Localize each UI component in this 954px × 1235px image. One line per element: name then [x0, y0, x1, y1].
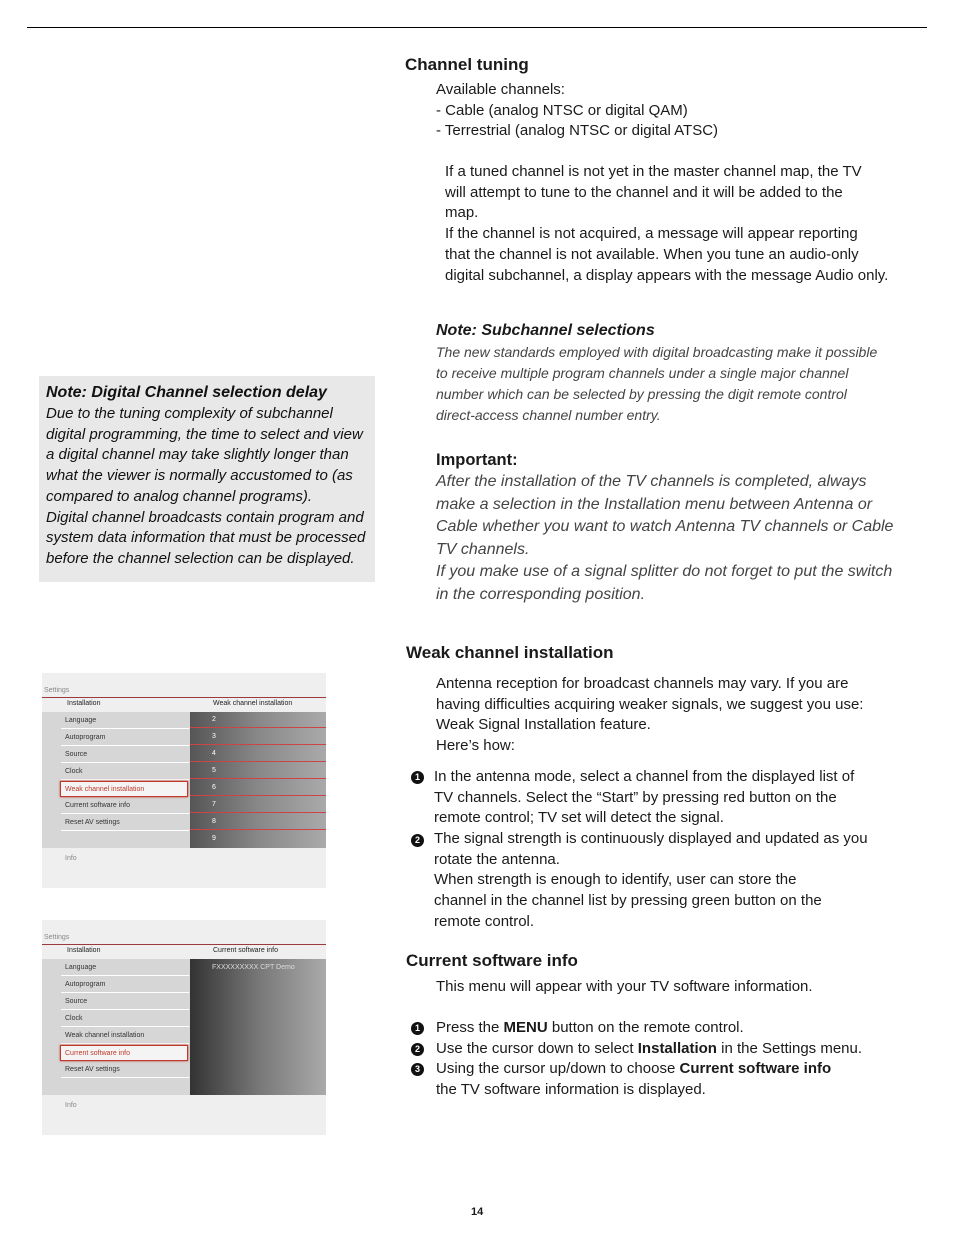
menu-item[interactable]: Weak channel installation: [61, 1028, 189, 1044]
software-version: FXXXXXXXXX CPT Demo: [212, 964, 295, 971]
text-line: direct-access channel number entry.: [436, 407, 661, 423]
sw-step-1-bullet: 1: [411, 1022, 424, 1035]
channel-number[interactable]: 2: [190, 712, 326, 728]
text-line: digital programming, the time to select and view: [46, 425, 363, 443]
text-line: TV channels.: [436, 540, 530, 558]
menu-item[interactable]: Clock: [61, 764, 189, 780]
menu-item[interactable]: Language: [61, 960, 189, 976]
text-line: - Cable (analog NTSC or digital QAM): [436, 101, 688, 119]
channel-number[interactable]: 9: [212, 835, 216, 842]
text-line: If you make use of a signal splitter do not forget to put the switch: [436, 563, 893, 580]
text-line: digital subchannel, a display appears with the message Audio only.: [445, 266, 889, 284]
menu-settings-label: Settings: [44, 687, 70, 694]
text-line: system data information that must be processed: [46, 529, 366, 547]
installation-keyword: Installation: [637, 1040, 717, 1057]
step-1-bullet: 1: [411, 771, 424, 784]
text-line: to receive multiple program channels under a single major channel: [436, 365, 849, 381]
text-line: map.: [445, 204, 479, 222]
weak-channel-intro: [436, 674, 863, 757]
weak-step-2: [434, 829, 868, 933]
text-line: TV channels. Select the “Start” by pressing red button on the: [434, 788, 837, 806]
note-delay-box: [39, 376, 375, 582]
sw-step-3-bullet: 3: [411, 1063, 424, 1076]
important-body: [436, 471, 916, 606]
sw-step-3: [436, 1059, 831, 1100]
text-line: compared to analog channel programs).: [46, 487, 312, 505]
software-info-menu-screenshot: [42, 920, 326, 1135]
note-subchannel-title: Note: Subchannel selections: [436, 322, 655, 339]
text-line: After the installation of the TV channels is completed, always: [436, 473, 867, 490]
software-info-heading: Current software info: [406, 951, 578, 970]
page-number: 14: [471, 1206, 484, 1218]
text-line: what the viewer is normally accustomed to (as: [46, 467, 353, 485]
channel-tuning-list: [436, 80, 718, 142]
menu-item[interactable]: Source: [61, 994, 189, 1010]
note-subchannel-body: [436, 342, 916, 426]
text-line: number which can be selected by pressing the digit remote control: [436, 386, 847, 402]
menu-item[interactable]: Reset AV settings: [61, 1062, 189, 1078]
text-line: remote control.: [434, 912, 535, 930]
channel-number[interactable]: 3: [190, 729, 326, 745]
text-line: channel in the channel list by pressing green button on the: [434, 892, 822, 910]
channel-number[interactable]: 8: [190, 814, 326, 830]
menu-settings-label: Settings: [44, 934, 70, 941]
text-line: In the antenna mode, select a channel from the displayed list of: [434, 768, 855, 785]
menu-item[interactable]: Clock: [61, 1011, 189, 1027]
sw-step-1: [436, 1018, 744, 1039]
menu-item-selected[interactable]: Current software info: [60, 1045, 188, 1061]
sw-step-2-bullet: 2: [411, 1043, 424, 1056]
menu-header-right: Weak channel installation: [213, 700, 293, 707]
channel-tuning-heading: Channel tuning: [405, 55, 529, 74]
menu-item[interactable]: Reset AV settings: [61, 815, 189, 831]
text-line: in the corresponding position.: [436, 585, 646, 603]
text-line: rotate the antenna.: [434, 850, 560, 868]
text-line: The signal strength is continuously displayed and updated as you: [434, 830, 868, 847]
menu-divider: [42, 944, 326, 945]
text-line: Due to the tuning complexity of subchannel: [46, 405, 333, 422]
weak-channel-menu-screenshot: [42, 673, 326, 888]
text-line: If the channel is not acquired, a message will appear reporting: [445, 225, 858, 243]
menu-item[interactable]: Autoprogram: [61, 730, 189, 746]
top-rule: [27, 27, 927, 28]
note-delay-body: [46, 404, 368, 570]
important-title: Important:: [436, 451, 518, 469]
menu-header-left: Installation: [67, 700, 101, 707]
menu-right-panel: [190, 712, 326, 848]
note-subchannel: [436, 320, 916, 426]
software-intro: This menu will appear with your TV software information.: [436, 978, 813, 995]
channel-number[interactable]: 5: [190, 763, 326, 779]
weak-step-1: [434, 767, 854, 829]
text-line: Antenna reception for broadcast channels may vary. If you are: [436, 675, 849, 692]
text-line: The new standards employed with digital broadcasting make it possible: [436, 344, 878, 360]
text-line: Here’s how:: [436, 737, 515, 755]
menu-info-label: Info: [65, 1102, 77, 1109]
note-delay-title: Note: Digital Channel selection delay: [46, 384, 327, 401]
menu-item-selected[interactable]: Weak channel installation: [60, 781, 188, 797]
menu-keyword: MENU: [503, 1019, 548, 1036]
text-line: make a selection in the Installation menu between Antenna or: [436, 495, 873, 513]
menu-right-panel: [190, 959, 326, 1095]
menu-item[interactable]: Language: [61, 713, 189, 729]
text-line: will attempt to tune to the channel and it will be added to the: [445, 183, 843, 201]
channel-number[interactable]: 4: [190, 746, 326, 762]
text-line: a digital channel may take slightly longer than: [46, 446, 349, 464]
text-line: that the channel is not available. When you tune an audio-only: [445, 245, 859, 263]
menu-header-left: Installation: [67, 947, 101, 954]
text-line: Digital channel broadcasts contain program and: [46, 508, 364, 526]
text-line: If a tuned channel is not yet in the master channel map, the TV: [445, 163, 862, 180]
text-line: Cable whether you want to watch Antenna TV channels or Cable: [436, 518, 894, 535]
software-info-keyword: Current software info: [679, 1060, 832, 1077]
text-line: Available channels:: [436, 81, 565, 98]
text-line: the TV software information is displayed.: [436, 1080, 706, 1098]
menu-header-right: Current software info: [213, 947, 278, 954]
text-line: having difficulties acquiring weaker signals, we suggest you use:: [436, 695, 864, 713]
sw-step-2: [436, 1039, 862, 1060]
text-span: in the Settings menu.: [716, 1040, 863, 1057]
channel-number[interactable]: 7: [190, 797, 326, 813]
step-2-bullet: 2: [411, 834, 424, 847]
text-line: - Terrestrial (analog NTSC or digital ATSC): [436, 122, 719, 140]
channel-number[interactable]: 6: [190, 780, 326, 796]
menu-item[interactable]: Current software info: [61, 798, 189, 814]
text-span: Use the cursor down to select: [436, 1040, 638, 1057]
text-span: Using the cursor up/down to choose: [436, 1060, 680, 1077]
text-line: When strength is enough to identify, user can store the: [434, 871, 797, 889]
text-line: before the channel selection can be displayed.: [46, 549, 355, 567]
text-line: Weak Signal Installation feature.: [436, 716, 651, 734]
menu-info-label: Info: [65, 855, 77, 862]
menu-divider: [42, 697, 326, 698]
important-note: [436, 449, 916, 606]
menu-item[interactable]: Autoprogram: [61, 977, 189, 993]
weak-channel-heading: Weak channel installation: [406, 643, 614, 662]
text-line: remote control; TV set will detect the signal.: [434, 809, 724, 827]
channel-tuning-paragraph: [445, 162, 888, 286]
menu-item[interactable]: Source: [61, 747, 189, 763]
text-span: button on the remote control.: [547, 1019, 744, 1036]
text-span: Press the: [436, 1019, 504, 1036]
